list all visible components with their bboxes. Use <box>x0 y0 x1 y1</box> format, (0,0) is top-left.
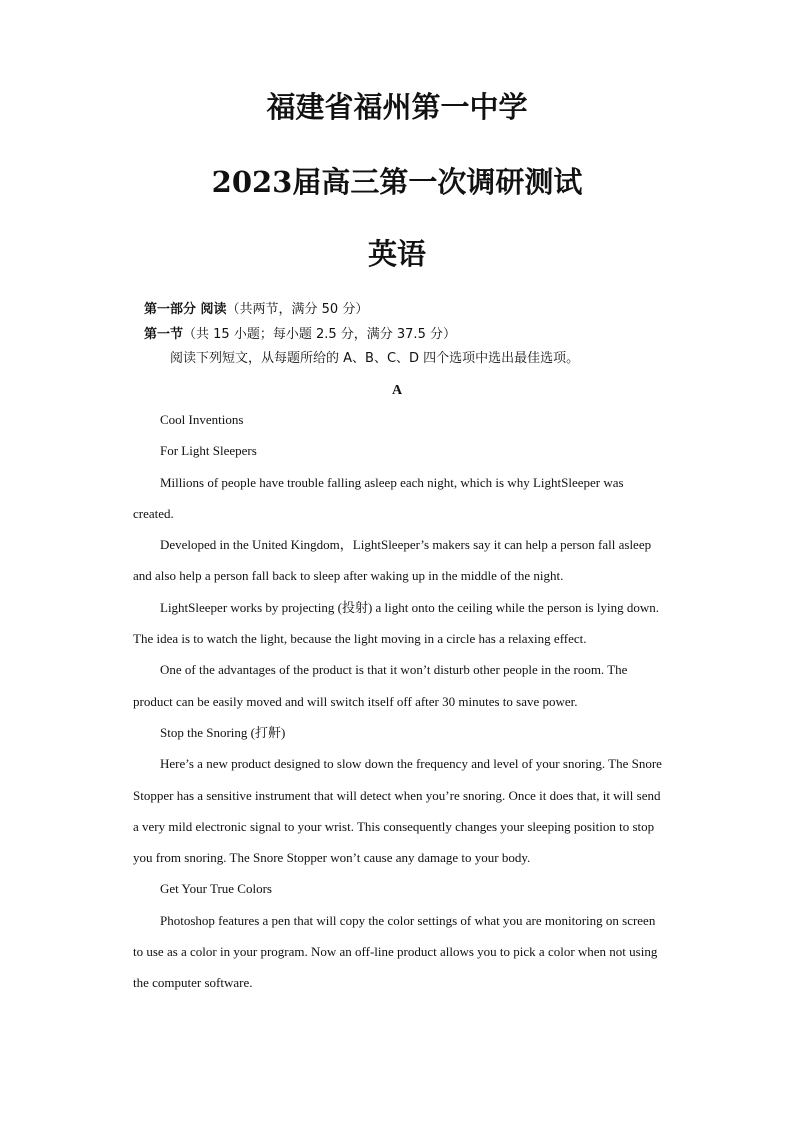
subheading-light-sleepers: For Light Sleepers <box>160 443 257 459</box>
paragraph-4: One of the advantages of the product is that it won’t disturb other people in the room. The product can be easily moved and will switch itself off after 30 minutes to save power. <box>133 662 628 709</box>
part-label: 第一部分 阅读 <box>144 302 227 317</box>
passage-body <box>133 404 665 999</box>
section-label: 第一节 <box>144 327 184 342</box>
section-heading <box>144 326 456 344</box>
part-heading <box>144 301 368 319</box>
part-scoring: （共两节，满分 50 分） <box>226 302 369 317</box>
subject-title: 英语 <box>367 237 426 271</box>
paragraph-1: Millions of people have trouble falling asleep each night, which is why LightSleeper was created. <box>133 474 624 521</box>
section-scoring: （共 15 小题；每小题 2.5 分，满分 37.5 分） <box>183 327 456 342</box>
exam-title: 2023届高三第一次调研测试 <box>211 165 583 199</box>
instruction: 阅读下列短文，从每题所给的 A、B、C、D 四个选项中选出最佳选项。 <box>170 351 580 366</box>
paragraph-2: Developed in the United Kingdom，LightSleeper’s makers say it can help a person fall asleep and also help a person fall back to sleep after waking up in the middle of the night. <box>133 537 652 584</box>
paragraph-3: LightSleeper works by projecting (投射) a light onto the ceiling while the person is lying down. The idea is to watch the light, because the light moving in a circle has a relaxing effect. <box>133 599 659 647</box>
subheading-snoring: Stop the Snoring (打鼾) <box>160 724 286 740</box>
school-title: 福建省福州第一中学 <box>266 90 528 124</box>
paragraph-6: Photoshop features a pen that will copy the color settings of what you are monitoring on screen to use as a color in your program. Now an off-line product allows you to pick a color when not using the computer software. <box>133 912 658 991</box>
passage-label: A <box>391 383 403 398</box>
paragraph-5: Here’s a new product designed to slow down the frequency and level of your snoring. The Snore Stopper has a sensitive instrument that will detect when you’re snoring. Once it does that, it will send a very mild electronic signal to your wrist. This consequently changes your sleeping position to stop you from snoring. The Snore Stopper won’t cause any damage to your body. <box>133 756 662 866</box>
passage-title: Cool Inventions <box>160 412 244 427</box>
subheading-colors: Get Your True Colors <box>160 881 272 897</box>
